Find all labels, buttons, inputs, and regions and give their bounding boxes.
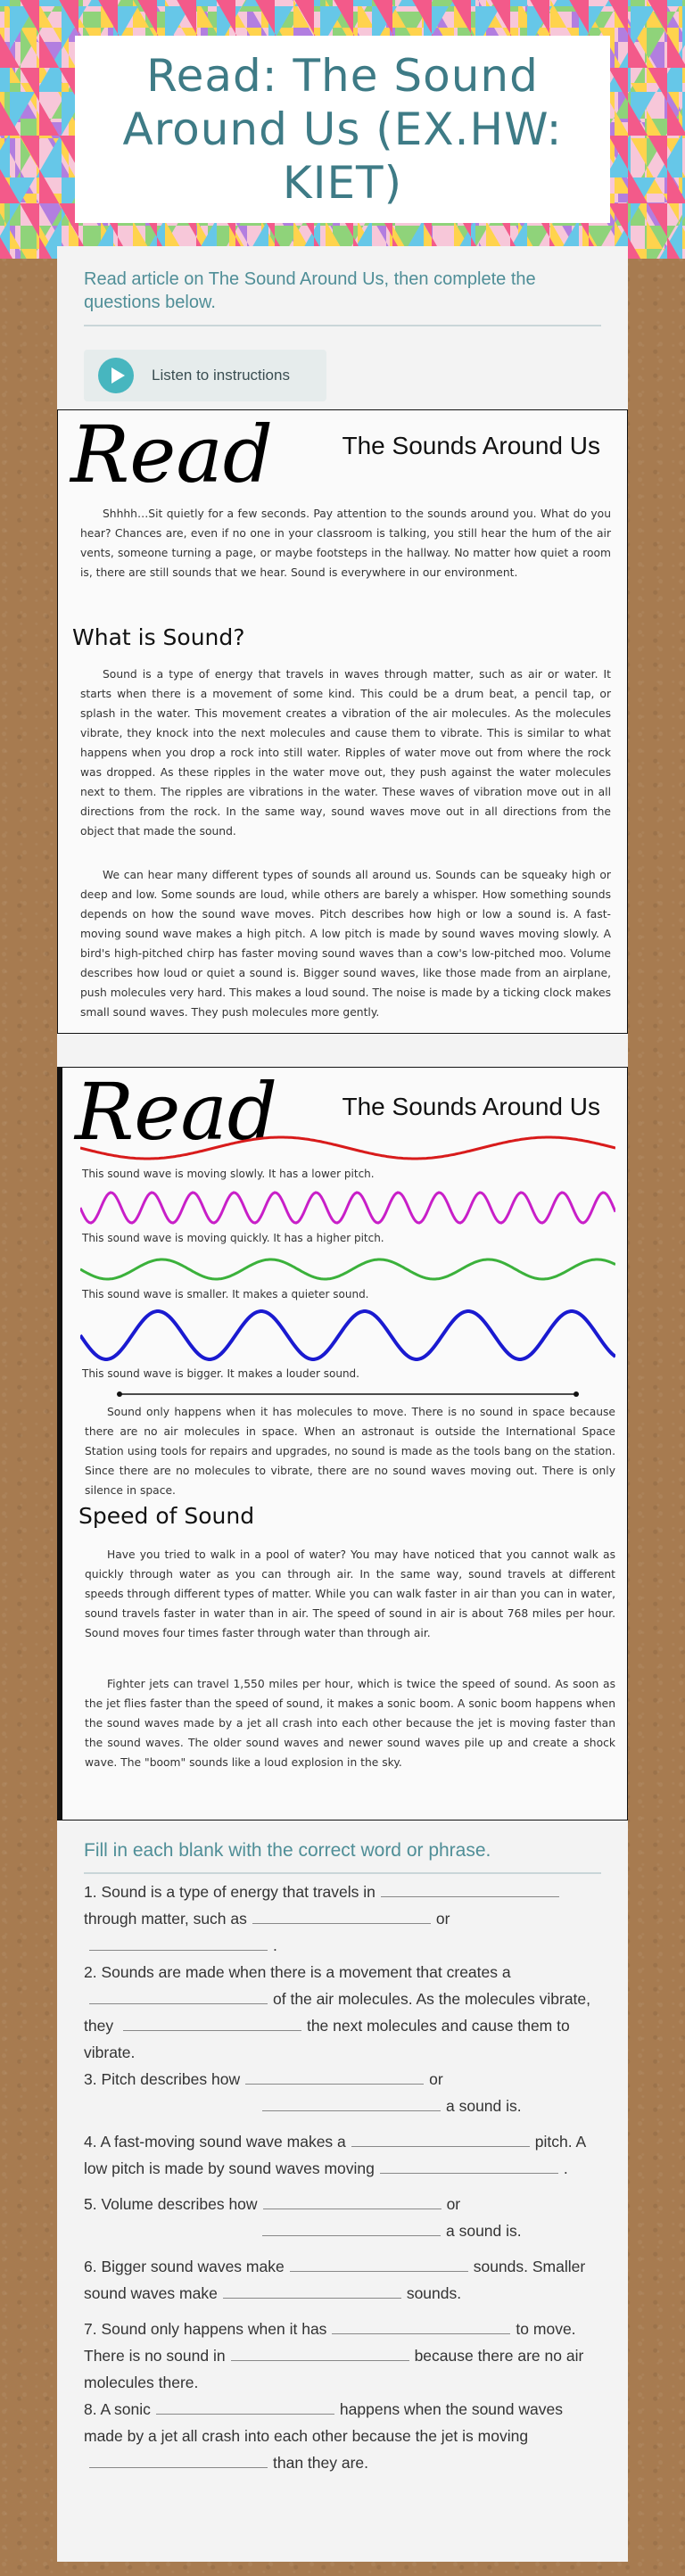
answer-blank[interactable] (231, 2344, 409, 2361)
listen-label: Listen to instructions (152, 367, 290, 384)
read-heading: Read (75, 1066, 278, 1158)
answer-blank[interactable] (156, 2398, 334, 2415)
question-2: 2. Sounds are made when there is a movement that creates a of the air molecules. As the molecules vibrate, they the next molecules and cause them to vibrate. (84, 1963, 591, 2061)
content-card (57, 246, 628, 2562)
wave-line (80, 1311, 615, 1359)
answer-blank[interactable] (381, 1880, 559, 1897)
answer-blank[interactable] (89, 1934, 268, 1951)
reading-page-1 (57, 409, 628, 1034)
paragraph: Sound only happens when it has molecules to move. There is no sound in space because there are no air molecules in space. When an astronaut is outside the International Space Station using tools for repairs and upgrades, no sound is made as the tools bang on the station. Since there are no molecules to vibrate, there are no sound waves moving out. There is only silence in space. (85, 1406, 615, 1497)
sheet-title: The Sounds Around Us (342, 432, 600, 459)
section-heading: Speed of Sound (78, 1503, 255, 1529)
listen-button[interactable] (84, 350, 326, 401)
fill-in-heading: Fill in each blank with the correct word or phrase. (84, 1840, 601, 1874)
answer-blank[interactable] (380, 2157, 558, 2174)
answer-blank[interactable] (252, 1907, 431, 1924)
paragraph: We can hear many different types of sounds all around us. Sounds can be squeaky high or deep and low. Some sounds are loud, while others are barely a whisper. How something sounds depends on how the sound wave moves. Pitch describes how high or low a sound is. A fast-moving sound wave makes a high pitch. A low pitch is made by sound waves moving slowly. A bird's high-pitched chirp has faster moving sound waves than a cow's low-pitched moo. Volume describes how loud or quiet a sound is. Bigger sound waves, like those made from an airplane, push molecules very hard. This makes a loud sound. The noise is made by a ticking clock makes small sound waves. They push molecules more gently. (80, 869, 611, 1019)
answer-blank[interactable] (262, 2219, 441, 2236)
divider-line (116, 1391, 580, 1398)
answer-blank[interactable] (89, 1987, 268, 2004)
answer-blank[interactable] (351, 2130, 530, 2147)
answer-blank[interactable] (245, 2068, 424, 2085)
wave-line (80, 1259, 615, 1279)
question-7: 7. Sound only happens when it has to move. There is no sound in because there are no air molecules there. (84, 2316, 601, 2396)
paragraph: Have you tried to walk in a pool of water? You may have noticed that you cannot walk as quickly through water as you can through air. In the same way, sound travels at different speeds through different types of matter. While you can walk faster in air than you can in water, sound travels faster in water than in air. The speed of sound in air is about 768 miles per hour. Sound moves four times faster through water than through air. (85, 1548, 615, 1639)
big-wave-diagram (80, 1307, 615, 1364)
answer-blank[interactable] (263, 2192, 442, 2209)
section-heading: What is Sound? (72, 624, 245, 650)
fast-wave-diagram (80, 1186, 615, 1229)
answer-blank[interactable] (290, 2255, 468, 2272)
reading-page-2 (57, 1067, 628, 1821)
wave-line (80, 1193, 615, 1223)
wave-caption: This sound wave is moving quickly. It has a higher pitch. (82, 1232, 384, 1244)
answer-blank[interactable] (89, 2451, 268, 2468)
question-4: 4. A fast-moving sound wave makes a pitch. A low pitch is made by sound waves moving . (84, 2128, 601, 2182)
wave-caption: This sound wave is smaller. It makes a quieter sound. (82, 1288, 369, 1300)
question-1: 1. Sound is a type of energy that travels in through matter, such as or . (84, 1878, 601, 1959)
paragraph: Fighter jets can travel 1,550 miles per hour, which is twice the speed of sound. As soon as the jet flies faster than the speed of sound, it makes a sonic boom. A sonic boom happens when the sound waves made by a jet all crash into each other because the jet is moving faster than the sound waves. The older sound waves and newer sound waves pile up and create a shock wave. The "boom" sounds like a loud explosion in the sky. (85, 1678, 615, 1769)
play-icon[interactable] (98, 358, 134, 393)
question-6: 6. Bigger sound waves make sounds. Smaller sound waves make sounds. (84, 2253, 601, 2307)
wave-caption: This sound wave is bigger. It makes a louder sound. (82, 1367, 359, 1380)
page-title: Read: The Sound Around Us (EX.HW: KIET) (122, 50, 563, 209)
wave-caption: This sound wave is moving slowly. It has a lower pitch. (82, 1168, 375, 1180)
answer-blank[interactable] (262, 2094, 441, 2111)
answer-blank[interactable] (123, 2014, 301, 2031)
question-5: 5. Volume describes how or a sound is. (84, 2191, 601, 2244)
paragraph: Shhhh…Sit quietly for a few seconds. Pay attention to the sounds around you. What do you hear? Chances are, even if no one in your classroom is talking, you still hear the hum of the air vents, someone turning a page, or maybe footsteps in the hallway. No matter how quiet a room is, there are still sounds that we hear. Sound is everywhere in our environment. (80, 508, 611, 579)
sheet-title: The Sounds Around Us (342, 1093, 600, 1120)
title-card (75, 36, 610, 223)
answer-blank[interactable] (332, 2317, 510, 2334)
question-8: 8. A sonic happens when the sound waves made by a jet all crash into each other because the jet is moving than they are. (84, 2396, 601, 2476)
paragraph: Sound is a type of energy that travels in waves through matter, such as air or water. It starts when there is a movement of some kind. This could be a drum beat, a pencil tap, or splash in the water. This movement creates a vibration of the air molecules. As the molecules vibrate, they knock into the next molecules and cause them to vibrate. This is similar to what happens when you drop a rock into still water. Ripples of water move out from where the rock was dropped. As these ripples in the water move out, they push against the water molecules next to them. The ripples are vibrations in the water. These waves of vibration move out in all directions from the rock. In the same way, sound waves move out in all directions from the object that made the sound. (80, 668, 611, 838)
read-heading: Read (70, 409, 274, 500)
small-wave-diagram (80, 1253, 615, 1285)
slow-wave-diagram (80, 1130, 615, 1166)
intro-text: Read article on The Sound Around Us, then complete the questions below. (84, 268, 601, 326)
question-3: 3. Pitch describes how or a sound is. (84, 2066, 601, 2119)
wave-line (80, 1137, 615, 1159)
answer-blank[interactable] (223, 2282, 401, 2299)
